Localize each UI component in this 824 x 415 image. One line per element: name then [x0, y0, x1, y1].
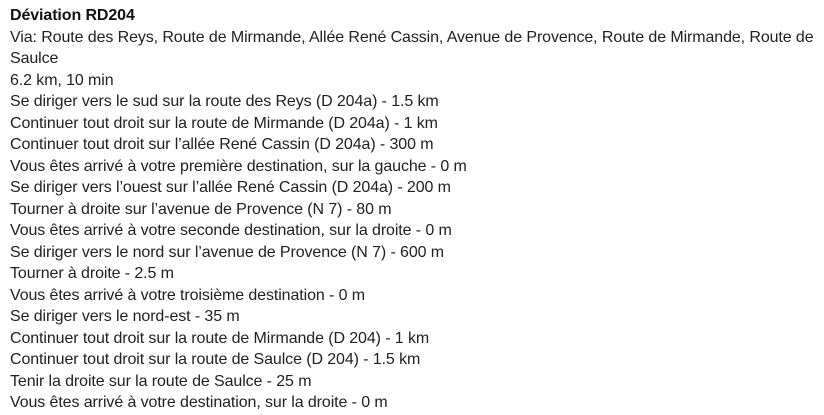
steps-list: [10, 91, 816, 414]
direction-step: Tourner à droite - 2.5 m: [10, 265, 174, 282]
direction-step: Tourner à droite sur l’avenue de Provence (N 7) - 80 m: [10, 200, 392, 218]
direction-step: Se diriger vers le nord-est - 35 m: [10, 308, 240, 325]
direction-step: Se diriger vers le nord sur l’avenue de Provence (N 7) - 600 m: [10, 243, 445, 261]
direction-step: Continuer tout droit sur la route de Mirmande (D 204a) - 1 km: [10, 114, 438, 132]
direction-step: Vous êtes arrivé à votre première destination, sur la gauche - 0 m: [10, 157, 467, 175]
direction-step: Vous êtes arrivé à votre seconde destination, sur la droite - 0 m: [10, 222, 452, 239]
direction-step: Vous êtes arrivé à votre destination, sur la droite - 0 m: [10, 394, 388, 411]
direction-step: Vous êtes arrivé à votre troisième destination - 0 m: [10, 286, 365, 304]
direction-step: Se diriger vers le sud sur la route des Reys (D 204a) - 1.5 km: [10, 93, 439, 110]
route-via: Via: Route des Reys, Route de Mirmande, Allée René Cassin, Avenue de Provence, Route de Mirmande, Route de Saulce: [10, 28, 814, 67]
direction-step: Continuer tout droit sur la route de Mirmande (D 204) - 1 km: [10, 329, 430, 347]
route-title: Déviation RD204: [10, 7, 135, 24]
direction-step: Se diriger vers l’ouest sur l’allée René Cassin (D 204a) - 200 m: [10, 179, 451, 196]
route-summary: 6.2 km, 10 min: [10, 71, 114, 89]
direction-step: Tenir la droite sur la route de Saulce - 25 m: [10, 372, 312, 390]
direction-step: Continuer tout droit sur la route de Saulce (D 204) - 1.5 km: [10, 351, 421, 368]
direction-step: Continuer tout droit sur l’allée René Cassin (D 204a) - 300 m: [10, 136, 434, 153]
